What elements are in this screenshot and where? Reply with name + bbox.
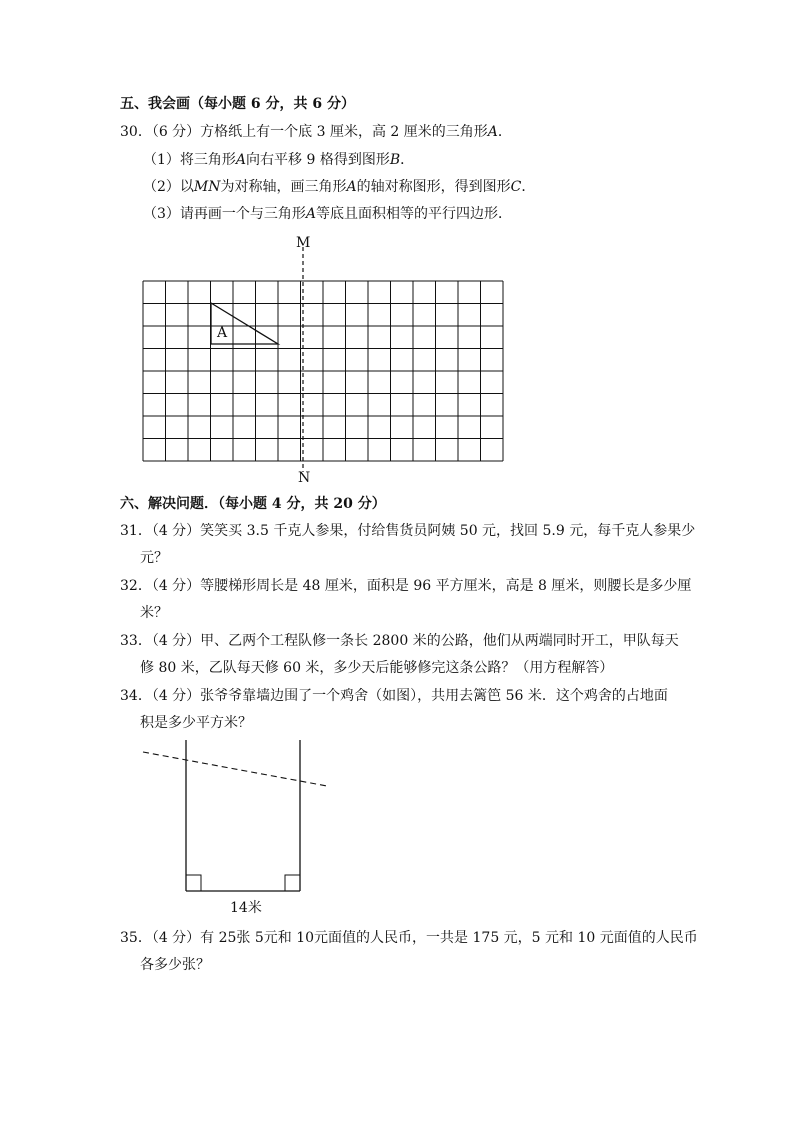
q35-line1: 35．（4 分）有 25张 5元和 10元面值的人民币，一共是 175 元，5 元和 10 元面值的人民币 — [120, 930, 698, 946]
q30-sub2-var1: MN — [193, 179, 221, 195]
q33-line2: 修 80 米，乙队每天修 60 米，多少天后能够修完这条公路？（用方程解答） — [140, 660, 614, 676]
grid-lines — [143, 281, 503, 461]
q32-line1: 32．（4 分）等腰梯形周长是 48 厘米，面积是 96 平方厘米，高是 8 厘米，则腰长是多少厘 — [120, 578, 692, 594]
q30-sub3-var1: A — [305, 206, 317, 222]
q30-sub3-b: 等底且面积相等的平行四边形． — [316, 206, 513, 222]
q30-sub2-d: ． — [521, 179, 536, 195]
q30-sub1-a: （1）将三角形 — [143, 152, 236, 168]
section6-heading: 六、解决问题．（每小题 4 分，共 20 分） — [120, 496, 386, 512]
right-angle-mark-right — [285, 875, 300, 891]
q30-sub1-c: ． — [400, 152, 415, 168]
q30-stem-text: 30．（6 分）方格纸上有一个底 3 厘米，高 2 厘米的三角形 — [120, 124, 488, 140]
axis-label-m: M — [296, 235, 311, 251]
q31-line1: 31．（4 分）笑笑买 3.5 千克人参果，付给售货员阿姨 50 元，找回 5.9 元，每千克人参果少 — [120, 523, 696, 539]
q30-sub2-var3: C — [510, 179, 522, 195]
q33-line1: 33．（4 分）甲、乙两个工程队修一条长 2800 米的公路，他们从两端同时开工，甲队每天 — [120, 633, 679, 649]
q30-sub2-var2: A — [346, 179, 357, 195]
q34-line2: 积是多少平方米？ — [140, 715, 252, 731]
q32-line2: 米？ — [140, 605, 168, 621]
q30-sub1-var1: A — [235, 152, 247, 168]
coop-width-label: 14米 — [230, 900, 262, 916]
q30-stem-var: A — [487, 124, 498, 140]
triangle-label-a: A — [217, 325, 228, 341]
q30-sub2-c: 的轴对称图形，得到图形 — [356, 179, 511, 195]
q30-sub1-var2: B — [389, 152, 401, 168]
q31-line2: 元？ — [140, 550, 168, 566]
q35-line2: 各多少张？ — [140, 957, 210, 973]
q30-sub1-b: 向右平移 9 格得到图形 — [246, 152, 390, 168]
q34-line1: 34．（4 分）张爷爷靠墙边围了一个鸡舍（如图），共用去篱笆 56 米．这个鸡舍的占地面 — [120, 688, 668, 704]
q30-sub3-a: （3）请再画一个与三角形 — [143, 206, 306, 222]
q30-sub2-b: 为对称轴，画三角形 — [220, 179, 347, 195]
q30-stem-end: ． — [497, 124, 512, 140]
axis-label-n: N — [298, 470, 311, 486]
right-angle-mark-left — [186, 875, 201, 891]
section5-heading: 五、我会画（每小题 6 分，共 6 分） — [120, 96, 355, 112]
q30-sub2-a: （2）以 — [143, 179, 194, 195]
